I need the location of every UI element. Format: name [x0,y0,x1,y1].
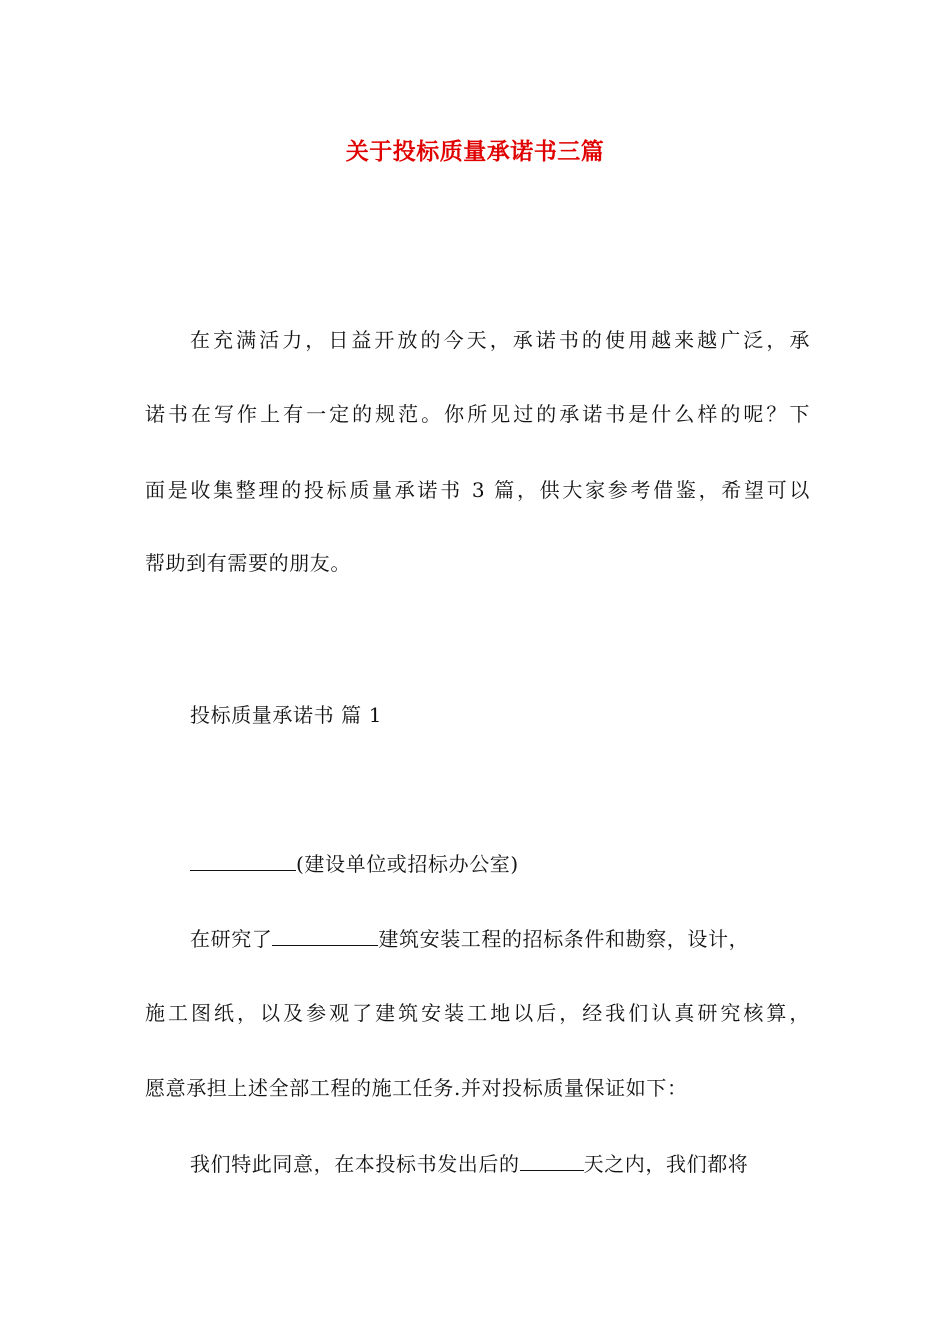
body-line-2: 施工图纸，以及参观了建筑安装工地以后，经我们认真研究核算， [145,1001,810,1025]
project-name-blank [272,923,378,946]
body-line-4 [190,1148,810,1179]
body-line-1-end: 建筑安装工程的招标条件和勘察，设计， [378,927,750,951]
body-line-1 [190,923,810,954]
body-line-4-end: 天之内，我们都将 [583,1152,749,1176]
intro-line-2: 诺书在写作上有一定的规范。你所见过的承诺书是什么样的呢？下 [145,402,810,426]
document-title: 关于投标质量承诺书三篇 [345,138,605,165]
body-line-3: 愿意承担上述全部工程的施工任务.并对投标质量保证如下： [145,1076,688,1100]
intro-line-1: 在充满活力，日益开放的今天，承诺书的使用越来越广泛，承 [190,328,810,352]
intro-line-4: 帮助到有需要的朋友。 [145,551,351,575]
body-line-4-start: 我们特此同意，在本投标书发出后的 [190,1152,520,1176]
days-blank [520,1148,584,1171]
intro-line-3: 面是收集整理的投标质量承诺书 3 篇，供大家参考借鉴，希望可以 [145,478,810,502]
addressee-line [190,848,810,879]
addressee-blank [190,848,296,871]
section-heading: 投标质量承诺书 篇 1 [190,703,383,727]
addressee-text: (建设单位或招标办公室) [296,852,519,876]
body-line-1-start: 在研究了 [190,927,273,951]
